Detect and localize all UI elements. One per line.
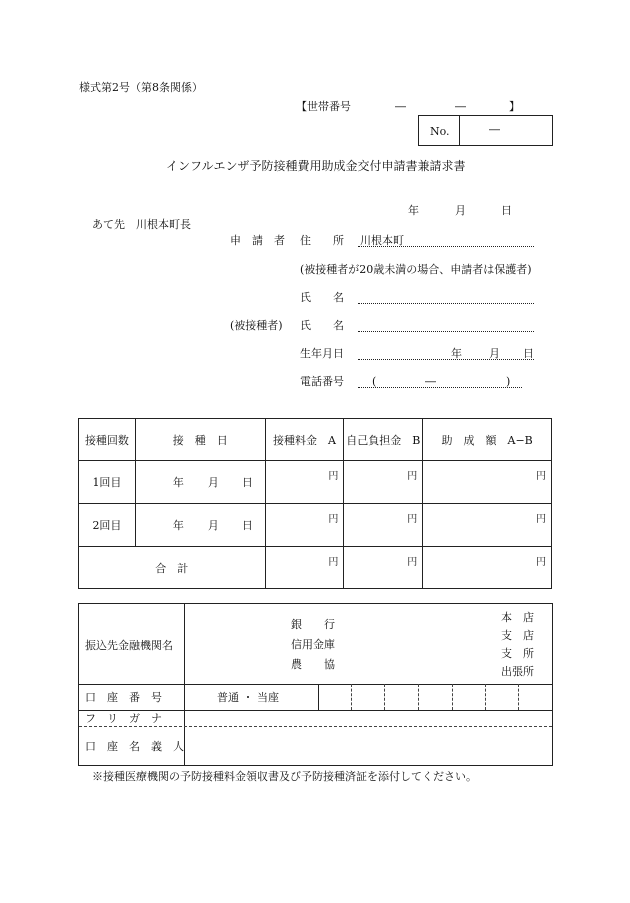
footnote: ※接種医療機関の予防接種料金領収書及び予防接種済証を添付してください。 bbox=[92, 770, 477, 783]
bank-type-nokyo[interactable]: 農 協 bbox=[291, 658, 335, 671]
yen-unit: 円 bbox=[328, 514, 339, 525]
dose-label: 1回目 bbox=[79, 461, 136, 504]
vaccination-date-cell[interactable] bbox=[135, 504, 265, 547]
vaccination-table bbox=[78, 418, 552, 589]
phone-open: ( bbox=[372, 375, 377, 388]
vaccinee-name-label: 氏 名 bbox=[300, 319, 344, 332]
account-number-label: 口 座 番 号 bbox=[85, 691, 162, 704]
household-bracket-close: 】 bbox=[509, 100, 520, 113]
total-fee-a-cell[interactable] bbox=[265, 547, 344, 589]
address-label: 住 所 bbox=[300, 234, 344, 247]
date-month-unit: 月 bbox=[207, 476, 219, 489]
document-title: インフルエンザ予防接種費用助成金交付申請書兼請求書 bbox=[166, 159, 466, 173]
date-day: 日 bbox=[501, 204, 512, 217]
header-subsidy: 助 成 額 A−B bbox=[423, 419, 552, 461]
branch-type-branch[interactable]: 支 店 bbox=[501, 629, 534, 642]
applicant-role: 申 請 者 bbox=[230, 234, 285, 247]
table-row bbox=[79, 504, 552, 547]
vaccinee-name-field[interactable] bbox=[358, 331, 534, 332]
bank-table bbox=[78, 603, 553, 766]
bank-type-bank[interactable]: 銀 行 bbox=[291, 618, 335, 631]
dob-year: 年 bbox=[451, 347, 462, 360]
copay-b-cell[interactable] bbox=[344, 504, 423, 547]
yen-unit: 円 bbox=[536, 471, 546, 482]
bank-type-shinkin[interactable]: 信用金庫 bbox=[291, 638, 335, 651]
branch-type-main[interactable]: 本 店 bbox=[501, 611, 534, 624]
header-copay-b: 自己負担金 B bbox=[344, 419, 423, 461]
table-row bbox=[79, 461, 552, 504]
address-value[interactable]: 川根本町 bbox=[360, 234, 404, 247]
date-year-unit: 年 bbox=[172, 476, 184, 489]
total-copay-b-cell[interactable] bbox=[344, 547, 423, 589]
yen-unit: 円 bbox=[536, 514, 546, 525]
branch-type-satellite[interactable]: 出張所 bbox=[501, 665, 534, 678]
account-holder-label: 口 座 名 義 人 bbox=[85, 740, 184, 753]
branch-type-office[interactable]: 支 所 bbox=[501, 647, 534, 660]
subsidy-cell[interactable] bbox=[423, 504, 552, 547]
number-box-label: No. bbox=[430, 125, 450, 138]
vaccination-date-cell[interactable] bbox=[135, 461, 265, 504]
fee-a-cell[interactable] bbox=[265, 461, 344, 504]
applicant-name-label: 氏 名 bbox=[300, 291, 344, 304]
form-number: 様式第2号（第8条関係） bbox=[79, 81, 203, 94]
date-month-unit: 月 bbox=[207, 519, 219, 532]
phone-dash: ― bbox=[425, 375, 436, 388]
yen-unit: 円 bbox=[407, 557, 418, 568]
total-label: 合 計 bbox=[79, 547, 266, 589]
guardian-note: (被接種者が20歳未満の場合、申請者は保護者) bbox=[300, 263, 532, 276]
header-fee-a: 接種料金 A bbox=[265, 419, 344, 461]
account-number-field[interactable] bbox=[319, 685, 551, 710]
dob-label: 生年月日 bbox=[300, 347, 344, 360]
number-box bbox=[418, 115, 553, 146]
yen-unit: 円 bbox=[407, 514, 418, 525]
yen-unit: 円 bbox=[536, 557, 546, 568]
furigana-field[interactable] bbox=[185, 711, 551, 726]
subsidy-cell[interactable] bbox=[423, 461, 552, 504]
address-line bbox=[358, 246, 534, 247]
date-year: 年 bbox=[408, 204, 419, 217]
date-day-unit: 日 bbox=[241, 519, 253, 532]
date-day-unit: 日 bbox=[241, 476, 253, 489]
addressee: あて先 川根本町長 bbox=[92, 218, 191, 231]
total-subsidy-cell[interactable] bbox=[423, 547, 552, 589]
yen-unit: 円 bbox=[328, 471, 339, 482]
yen-unit: 円 bbox=[328, 557, 339, 568]
dob-month: 月 bbox=[489, 347, 500, 360]
applicant-name-field[interactable] bbox=[358, 303, 534, 304]
vaccinee-role: (被接種者) bbox=[230, 319, 283, 332]
phone-field[interactable] bbox=[358, 387, 522, 388]
dob-field[interactable] bbox=[358, 359, 534, 360]
household-number-label: 【世帯番号 bbox=[296, 100, 351, 113]
household-dash-1: ― bbox=[395, 100, 406, 113]
account-holder-field[interactable] bbox=[185, 727, 551, 764]
number-box-value[interactable]: ― bbox=[489, 123, 500, 136]
date-month: 月 bbox=[455, 204, 466, 217]
household-dash-2: ― bbox=[455, 100, 466, 113]
header-dose-count: 接種回数 bbox=[79, 419, 136, 461]
account-type-selector[interactable]: 普通 ・ 当座 bbox=[217, 691, 279, 704]
fee-a-cell[interactable] bbox=[265, 504, 344, 547]
phone-label: 電話番号 bbox=[300, 375, 344, 388]
table-header-row bbox=[79, 419, 552, 461]
phone-close: ) bbox=[506, 375, 511, 388]
yen-unit: 円 bbox=[407, 471, 418, 482]
furigana-label: フ リ ガ ナ bbox=[85, 712, 162, 725]
total-row bbox=[79, 547, 552, 589]
bank-label: 振込先金融機関名 bbox=[85, 639, 173, 652]
date-year-unit: 年 bbox=[172, 519, 184, 532]
dose-label: 2回目 bbox=[79, 504, 136, 547]
dob-day: 日 bbox=[523, 347, 534, 360]
copay-b-cell[interactable] bbox=[344, 461, 423, 504]
header-vaccination-date: 接 種 日 bbox=[135, 419, 265, 461]
